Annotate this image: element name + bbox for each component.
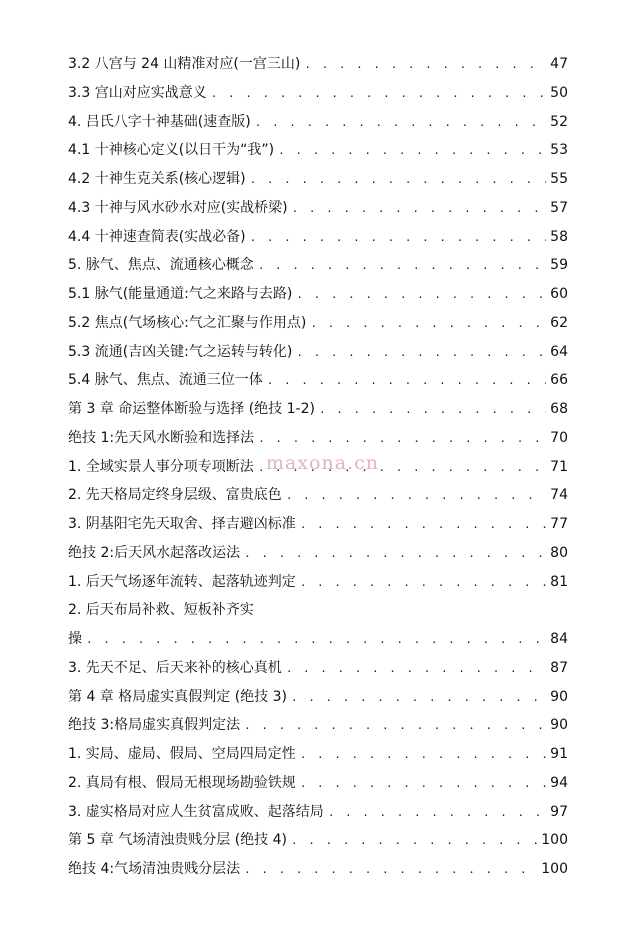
toc-entry[interactable] bbox=[68, 194, 568, 223]
toc-entry-title: 5.1 脉气(能量通道:气之来路与去路) bbox=[68, 286, 293, 302]
leader-dots bbox=[296, 339, 546, 368]
toc-entry-title: 1. 实局、虚局、假局、空局四局定性 bbox=[68, 746, 296, 762]
toc-chapter-entry[interactable] bbox=[68, 683, 568, 712]
toc-entry-title: 3.3 宫山对应实战意义 bbox=[68, 84, 207, 101]
toc-entry-page: 47 bbox=[550, 56, 568, 72]
toc-entry-title: 绝技 4:气场清浊贵贱分层法 bbox=[68, 861, 241, 877]
toc-entry-title: 1. 全域实景人事分项专项断法 bbox=[68, 458, 254, 475]
leader-dots bbox=[300, 770, 546, 799]
toc-entry-title: 4.1 十神核心定义(以日干为“我”) bbox=[68, 142, 275, 159]
toc-entry[interactable] bbox=[68, 165, 568, 194]
toc-entry-page: 77 bbox=[550, 516, 568, 532]
toc-entry-title: 5.4 脉气、焦点、流通三位一体 bbox=[68, 372, 263, 389]
toc-entry-title: 2. 后天布局补救、短板补齐实 bbox=[68, 602, 254, 619]
toc-entry-page: 68 bbox=[550, 401, 568, 417]
toc-entry-page: 81 bbox=[550, 573, 568, 590]
leader-dots bbox=[291, 827, 537, 856]
toc-entry-page: 80 bbox=[550, 544, 568, 561]
toc-entry-title: 2. 先天格局定终身层级、富贵底色 bbox=[68, 487, 282, 504]
toc-entry-page: 50 bbox=[550, 84, 568, 101]
toc-entry[interactable] bbox=[68, 280, 568, 309]
leader-dots bbox=[300, 569, 546, 598]
toc-entry-page: 84 bbox=[550, 631, 568, 647]
toc-entry[interactable] bbox=[68, 223, 568, 252]
toc-entry-page: 74 bbox=[550, 487, 568, 504]
toc-entry-page: 87 bbox=[550, 659, 568, 676]
toc-entry[interactable] bbox=[68, 568, 568, 597]
toc-entry-title: 3. 阴基阳宅先天取舍、择吉避凶标准 bbox=[68, 516, 296, 532]
toc-entry-title: 4.4 十神速查简表(实战必备) bbox=[68, 228, 246, 245]
toc-entry-title: 4.2 十神生克关系(核心逻辑) bbox=[68, 171, 246, 187]
toc-entry-page: 64 bbox=[550, 343, 568, 360]
toc-entry-title: 第 4 章 格局虚实真假判定 (绝技 3) bbox=[68, 688, 287, 705]
leader-dots bbox=[286, 482, 546, 511]
leader-dots bbox=[255, 109, 546, 138]
toc-entry[interactable] bbox=[68, 79, 568, 108]
toc-entry[interactable] bbox=[68, 338, 568, 367]
leader-dots bbox=[292, 195, 547, 224]
toc-entry-page: 53 bbox=[550, 142, 568, 159]
toc-entry-title: 1. 后天气场逐年流转、起落轨迹判定 bbox=[68, 573, 296, 590]
toc-entry-title: 绝技 1:先天风水断验和选择法 bbox=[68, 429, 255, 446]
toc-entry[interactable] bbox=[68, 424, 568, 453]
toc-chapter-entry[interactable] bbox=[68, 395, 568, 424]
toc-entry-page: 94 bbox=[550, 774, 568, 791]
toc-entry-page: 58 bbox=[550, 228, 568, 245]
toc-entry-page: 70 bbox=[550, 429, 568, 446]
toc-entry-page: 100 bbox=[541, 832, 568, 849]
toc-entry-page: 71 bbox=[550, 458, 568, 475]
leader-dots bbox=[244, 856, 537, 885]
toc-entry[interactable] bbox=[68, 366, 568, 395]
toc-entry[interactable] bbox=[68, 855, 568, 884]
toc-entry-title: 绝技 2:后天风水起落改运法 bbox=[68, 544, 241, 561]
leader-dots bbox=[250, 224, 547, 253]
toc-entry[interactable] bbox=[68, 740, 568, 769]
toc-entry[interactable] bbox=[68, 510, 568, 539]
toc-entry-page: 100 bbox=[541, 861, 568, 877]
toc-entry-title: 3.2 八宫与 24 山精准对应(一宫三山) bbox=[68, 56, 301, 72]
toc-entry[interactable] bbox=[68, 711, 568, 740]
leader-dots bbox=[258, 425, 546, 454]
toc-entry[interactable] bbox=[68, 654, 568, 683]
toc-entry-page: 60 bbox=[550, 286, 568, 302]
toc-entry[interactable] bbox=[68, 539, 568, 568]
toc-entry-title: 4. 吕氏八字十神基础(速查版) bbox=[68, 113, 251, 130]
leader-dots bbox=[291, 684, 546, 713]
toc-entry[interactable] bbox=[68, 108, 568, 137]
toc-entry-title: 第 3 章 命运整体断验与选择 (绝技 1-2) bbox=[68, 401, 315, 417]
toc-entry-title: 5.3 流通(吉凶关键:气之运转与转化) bbox=[68, 343, 293, 360]
leader-dots bbox=[244, 540, 546, 569]
toc-entry-title: 5. 脉气、焦点、流通核心概念 bbox=[68, 257, 254, 274]
toc-entry-wrapped[interactable] bbox=[68, 596, 568, 654]
leader-dots bbox=[319, 396, 546, 425]
leader-dots bbox=[86, 626, 546, 655]
toc-entry[interactable] bbox=[68, 50, 568, 79]
leader-dots bbox=[250, 166, 547, 195]
toc-entry[interactable] bbox=[68, 481, 568, 510]
leader-dots bbox=[286, 655, 546, 684]
toc-entry[interactable] bbox=[68, 309, 568, 338]
toc-entry[interactable] bbox=[68, 798, 568, 827]
leader-dots bbox=[211, 80, 546, 109]
toc-entry-title: 绝技 3:格局虚实真假判定法 bbox=[68, 717, 241, 734]
toc-entry-title-continued: 操 bbox=[68, 631, 82, 647]
toc-entry-page: 59 bbox=[550, 257, 568, 274]
leader-dots bbox=[267, 367, 546, 396]
toc-entry-title: 4.3 十神与风水砂水对应(实战桥梁) bbox=[68, 199, 288, 216]
toc-entry-page: 66 bbox=[550, 372, 568, 389]
toc-entry-page: 57 bbox=[550, 199, 568, 216]
leader-dots bbox=[300, 741, 546, 770]
toc-chapter-entry[interactable] bbox=[68, 826, 568, 855]
leader-dots bbox=[258, 252, 546, 281]
leader-dots bbox=[310, 310, 546, 339]
toc-entry-page: 55 bbox=[550, 171, 568, 187]
leader-dots bbox=[300, 511, 546, 540]
toc-entry-title: 5.2 焦点(气场核心:气之汇聚与作用点) bbox=[68, 314, 307, 331]
toc-entry-title: 2. 真局有根、假局无根现场勘验铁规 bbox=[68, 774, 296, 791]
leader-dots bbox=[278, 137, 546, 166]
toc-entry-page: 62 bbox=[550, 314, 568, 331]
toc-entry-page: 52 bbox=[550, 113, 568, 130]
toc-entry-page: 91 bbox=[550, 746, 568, 762]
leader-dots bbox=[304, 51, 546, 80]
leader-dots bbox=[244, 712, 546, 741]
watermark-text: maxona.cn bbox=[266, 452, 379, 474]
toc-entry[interactable] bbox=[68, 251, 568, 280]
toc-entry-title: 第 5 章 气场清浊贵贱分层 (绝技 4) bbox=[68, 832, 287, 849]
leader-dots bbox=[328, 799, 546, 828]
toc-entry[interactable] bbox=[68, 136, 568, 165]
toc-entry[interactable] bbox=[68, 769, 568, 798]
toc-entry-title: 3. 先天不足、后天来补的核心真机 bbox=[68, 659, 282, 676]
toc-entry-title: 3. 虚实格局对应人生贫富成败、起落结局 bbox=[68, 803, 324, 820]
toc-entry-page: 97 bbox=[550, 803, 568, 820]
toc-entry-page: 90 bbox=[550, 688, 568, 705]
toc-entry-page: 90 bbox=[550, 717, 568, 734]
leader-dots bbox=[296, 281, 546, 310]
